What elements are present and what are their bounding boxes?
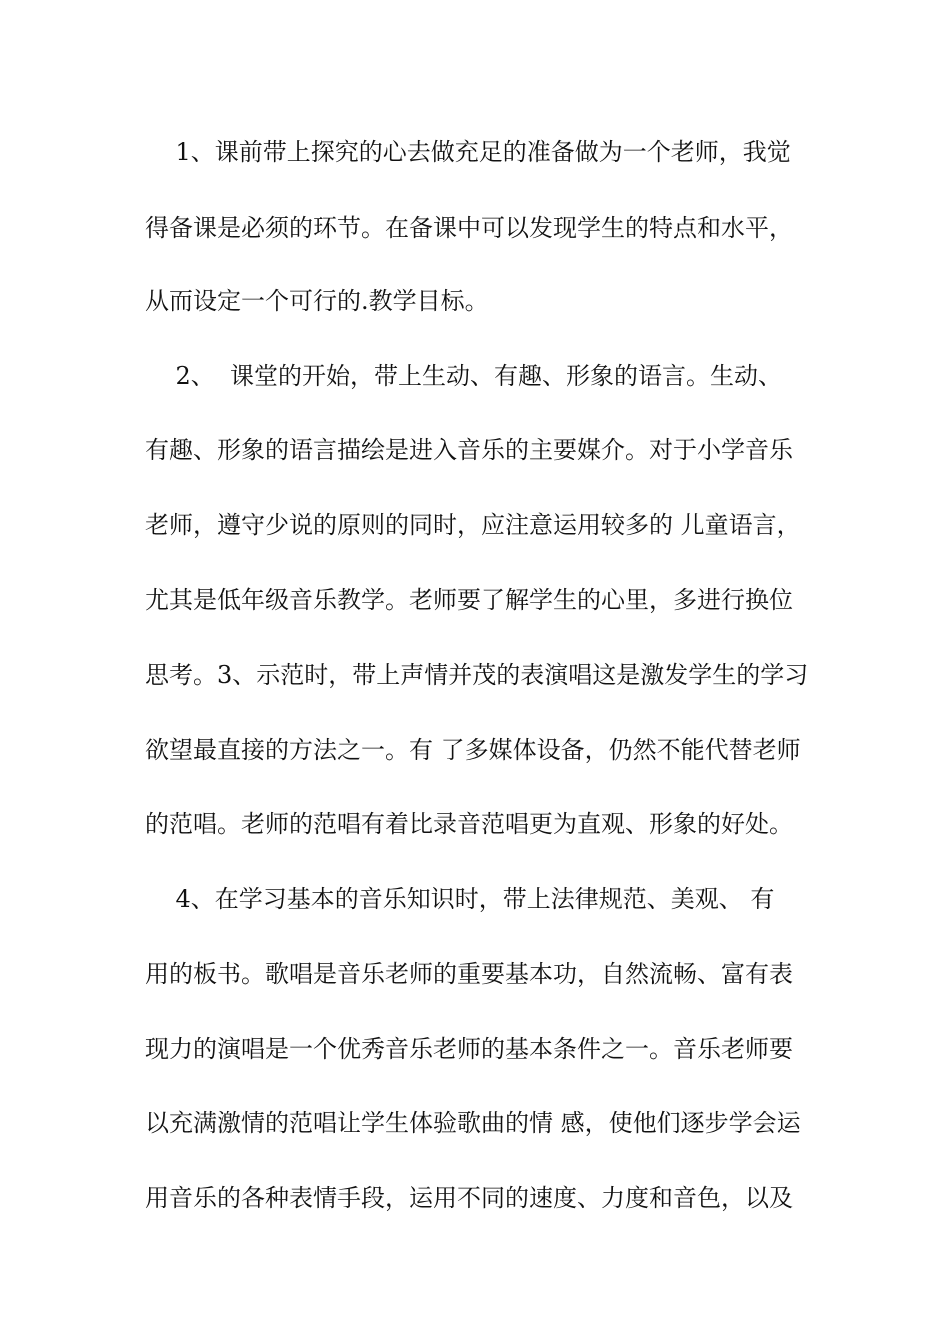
- text-line: 老师，遵守少说的原则的同时，应注意运用较多的 儿童语言，: [145, 511, 801, 539]
- text-line: 用的板书。歌唱是音乐老师的重要基本功，自然流畅、富有表: [145, 960, 793, 988]
- text-line: 的范唱。老师的范唱有着比录音范唱更为直观、形象的好处。: [145, 810, 793, 838]
- text-line: 2、 课堂的开始，带上生动、有趣、形象的语言。生动、: [145, 362, 783, 390]
- text-line: 现力的演唱是一个优秀音乐老师的基本条件之一。音乐老师要: [145, 1035, 793, 1063]
- text-line: 有趣、形象的语言描绘是进入音乐的主要媒介。对于小学音乐: [145, 436, 793, 464]
- text-line: 得备课是必须的环节。在备课中可以发现学生的特点和水平，: [145, 214, 793, 242]
- text-line: 用音乐的各种表情手段，运用不同的速度、力度和音色，以及: [145, 1184, 793, 1212]
- text-line: 4、在学习基本的音乐知识时，带上法律规范、美观、 有: [145, 885, 775, 913]
- text-line: 从而设定一个可行的.教学目标。: [145, 287, 489, 315]
- text-line: 思考。3、示范时，带上声情并茂的表演唱这是激发学生的学习: [145, 661, 809, 689]
- text-line: 以充满激情的范唱让学生体验歌曲的情 感，使他们逐步学会运: [145, 1109, 801, 1137]
- text-line: 欲望最直接的方法之一。有 了多媒体设备，仍然不能代替老师: [145, 736, 801, 764]
- text-line: 1、课前带上探究的心去做充足的准备做为一个老师，我觉: [145, 138, 791, 166]
- text-line: 尤其是低年级音乐教学。老师要了解学生的心里，多进行换位: [145, 586, 793, 614]
